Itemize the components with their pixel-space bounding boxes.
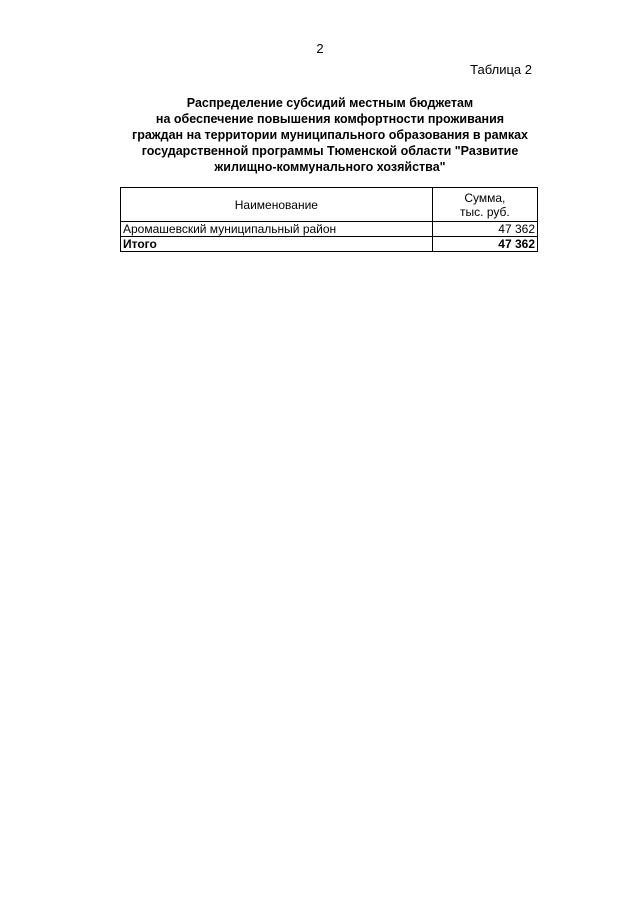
- title-line: государственной программы Тюменской области "Развитие: [141, 144, 519, 158]
- total-sum: 47 362: [432, 237, 537, 252]
- total-row: [121, 237, 538, 252]
- subsidy-table: [120, 187, 538, 252]
- title-line: Распределение субсидий местным бюджетам: [186, 96, 474, 110]
- header-sum-line2: тыс. руб.: [460, 204, 510, 219]
- title-line: на обеспечение повышения комфортности проживания: [155, 112, 505, 126]
- header-sum-line1: Сумма,: [464, 190, 506, 205]
- row-name: Аромашевский муниципальный район: [121, 222, 433, 237]
- title-line: граждан на территории муниципального образования в рамках: [132, 128, 528, 142]
- header-sum: [432, 188, 537, 222]
- total-name: Итого: [121, 237, 433, 252]
- table-header-row: [121, 188, 538, 222]
- page-number: 2: [316, 41, 324, 56]
- title-line: жилищно-коммунального хозяйства": [214, 160, 446, 174]
- table-label: Таблица 2: [470, 62, 532, 77]
- table-row: [121, 222, 538, 237]
- document-title: [100, 95, 560, 175]
- row-sum: 47 362: [432, 222, 537, 237]
- header-name: Наименование: [121, 188, 433, 222]
